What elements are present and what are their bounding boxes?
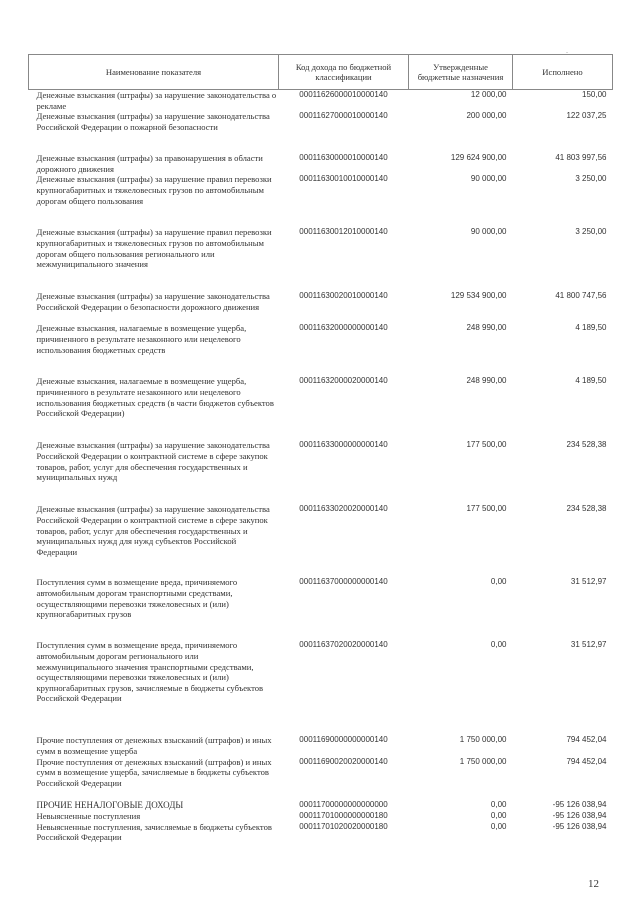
row-indicator-name: Денежные взыскания (штрафы) за нарушение правил перевозки крупногабаритных и тяжеловесных грузов по автомобильным дорогам общего пользования регионального или межмуниципального значения bbox=[36, 227, 272, 270]
row-executed-amount: 234 528,38 bbox=[566, 504, 607, 514]
table-row bbox=[29, 174, 613, 227]
table-row bbox=[29, 822, 613, 843]
row-income-code: 00011630020010000140 bbox=[299, 291, 388, 301]
row-income-code: 00011627000010000140 bbox=[299, 111, 388, 121]
table-row bbox=[29, 577, 613, 640]
row-income-code: 00011690000000000140 bbox=[299, 735, 388, 745]
table-row bbox=[29, 323, 613, 376]
row-executed-amount: 794 452,04 bbox=[566, 756, 607, 766]
row-income-code: 00011630000010000140 bbox=[299, 153, 388, 163]
row-executed-amount: 794 452,04 bbox=[566, 735, 607, 745]
table-row bbox=[29, 291, 613, 323]
row-executed-amount: 3 250,00 bbox=[575, 174, 607, 184]
row-approved-amount: 248 990,00 bbox=[466, 376, 507, 386]
row-income-code: 00011700000000000000 bbox=[299, 799, 388, 809]
table-row bbox=[29, 90, 613, 112]
row-approved-amount: 1 750 000,00 bbox=[459, 756, 507, 766]
row-executed-amount: -95 126 038,94 bbox=[552, 810, 607, 820]
row-executed-amount: 150,00 bbox=[582, 90, 607, 99]
page-number: 12 bbox=[588, 878, 599, 890]
row-approved-amount: 90 000,00 bbox=[470, 174, 507, 184]
row-executed-amount: 41 803 997,56 bbox=[555, 153, 607, 163]
row-executed-amount: 31 512,97 bbox=[570, 577, 607, 587]
row-income-code: 00011630010010000140 bbox=[299, 174, 388, 184]
header-approved-budget: Утвержденные бюджетные назначения bbox=[409, 55, 513, 90]
row-indicator-name: Денежные взыскания (штрафы) за нарушение законодательства Российской Федерации о безопасности дорожного движения bbox=[36, 291, 270, 312]
row-approved-amount: 90 000,00 bbox=[470, 227, 507, 237]
row-indicator-name: ПРОЧИЕ НЕНАЛОГОВЫЕ ДОХОДЫ bbox=[36, 799, 184, 810]
row-income-code: 00011701000000000180 bbox=[299, 810, 388, 820]
row-approved-amount: 1 750 000,00 bbox=[459, 735, 507, 745]
row-indicator-name: Денежные взыскания (штрафы) за нарушение законодательства Российской Федерации о контрактной системе в сфере закупок товаров, работ, услуг для обеспечения государственных и муниципальных нужд bbox=[36, 440, 270, 483]
row-income-code: 00011630012010000140 bbox=[299, 227, 388, 237]
row-income-code: 00011701020020000180 bbox=[299, 821, 388, 831]
row-executed-amount: 122 037,25 bbox=[566, 111, 607, 121]
row-executed-amount: 4 189,50 bbox=[575, 323, 607, 333]
table-row bbox=[29, 800, 613, 811]
row-indicator-name: Денежные взыскания (штрафы) за нарушение законодательства Российской Федерации о пожарной безопасности bbox=[36, 111, 270, 132]
row-executed-amount: -95 126 038,94 bbox=[552, 821, 607, 831]
row-indicator-name: Денежные взыскания, налагаемые в возмещение ущерба, причиненного в результате незаконного или нецелевого использования бюджетных средств bbox=[36, 323, 247, 355]
row-approved-amount: 177 500,00 bbox=[466, 504, 507, 514]
row-approved-amount: 12 000,00 bbox=[470, 90, 507, 99]
scan-mark: . bbox=[566, 46, 568, 55]
row-income-code: 00011633020020000140 bbox=[299, 504, 388, 514]
row-income-code: 00011632000020000140 bbox=[299, 376, 388, 386]
row-indicator-name: Невыясненные поступления, зачисляемые в бюджеты субъектов Российской Федерации bbox=[36, 821, 272, 843]
row-income-code: 00011637000000000140 bbox=[299, 577, 388, 587]
row-approved-amount: 129 624 900,00 bbox=[450, 153, 507, 163]
row-income-code: 00011632000000000140 bbox=[299, 323, 388, 333]
row-approved-amount: 0,00 bbox=[490, 810, 507, 820]
row-executed-amount: 234 528,38 bbox=[566, 440, 607, 450]
table-row bbox=[29, 811, 613, 822]
row-approved-amount: 0,00 bbox=[490, 821, 507, 831]
table-row bbox=[29, 640, 613, 735]
table-row bbox=[29, 153, 613, 174]
row-executed-amount: 41 800 747,56 bbox=[555, 291, 607, 301]
header-indicator-name: Наименование показателя bbox=[29, 55, 279, 90]
row-indicator-name: Поступления сумм в возмещение вреда, причиняемого автомобильным дорогам транспортными средствами, осуществляющими перевозки тяжеловесных и (или) крупногабаритных грузов bbox=[36, 577, 238, 620]
row-indicator-name: Прочие поступления от денежных взысканий (штрафов) и иных сумм в возмещение ущерба bbox=[36, 735, 272, 756]
row-indicator-name: Денежные взыскания (штрафы) за правонарушения в области дорожного движения bbox=[36, 153, 263, 174]
row-approved-amount: 0,00 bbox=[490, 799, 507, 809]
row-indicator-name: Поступления сумм в возмещение вреда, причиняемого автомобильным дорогам регионального или межмуниципального значения транспортными средствами, осуществляющими перевозки тяжеловесных и (или) крупногабаритных грузов, зачисляемые в бюджеты субъектов Российской Федерации bbox=[36, 640, 264, 704]
row-approved-amount: 0,00 bbox=[490, 640, 507, 650]
row-approved-amount: 129 534 900,00 bbox=[450, 291, 507, 301]
row-indicator-name: Денежные взыскания (штрафы) за нарушение законодательства Российской Федерации о контрактной системе в сфере закупок товаров, работ, услуг для обеспечения государственных и муниципальных нужд для нужд субъектов Российской Федерации bbox=[36, 504, 270, 557]
table-row bbox=[29, 504, 613, 577]
row-indicator-name: Невыясненные поступления bbox=[36, 810, 141, 821]
row-approved-amount: 0,00 bbox=[490, 577, 507, 587]
row-income-code: 00011633000000000140 bbox=[299, 440, 388, 450]
row-indicator-name: Денежные взыскания, налагаемые в возмещение ущерба, причиненного в результате незаконного или нецелевого использования бюджетных средств (в части бюджетов субъектов Российской Федерации) bbox=[36, 376, 274, 419]
row-approved-amount: 177 500,00 bbox=[466, 440, 507, 450]
revenue-table bbox=[28, 54, 613, 843]
table-row bbox=[29, 376, 613, 440]
row-executed-amount: 4 189,50 bbox=[575, 376, 607, 386]
row-income-code: 00011637020020000140 bbox=[299, 640, 388, 650]
table-header bbox=[29, 55, 613, 90]
table-row bbox=[29, 111, 613, 153]
table-row bbox=[29, 227, 613, 291]
header-income-code: Код дохода по бюджетной классификации bbox=[279, 55, 409, 90]
table-row bbox=[29, 735, 613, 756]
row-indicator-name: Денежные взыскания (штрафы) за нарушение законодательства о рекламе bbox=[36, 90, 277, 111]
row-indicator-name: Прочие поступления от денежных взысканий (штрафов) и иных сумм в возмещение ущерба, зачисляемые в бюджеты субъектов Российской Федерации bbox=[36, 756, 272, 788]
row-executed-amount: 3 250,00 bbox=[575, 227, 607, 237]
row-income-code: 00011690020020000140 bbox=[299, 756, 388, 766]
table-row bbox=[29, 440, 613, 504]
row-executed-amount: 31 512,97 bbox=[570, 640, 607, 650]
row-approved-amount: 200 000,00 bbox=[466, 111, 507, 121]
table-body bbox=[29, 90, 613, 843]
row-indicator-name: Денежные взыскания (штрафы) за нарушение правил перевозки крупногабаритных и тяжеловесных грузов по автомобильным дорогам общего пользования bbox=[36, 174, 272, 206]
row-approved-amount: 248 990,00 bbox=[466, 323, 507, 333]
table-row bbox=[29, 757, 613, 800]
row-executed-amount: -95 126 038,94 bbox=[552, 799, 607, 809]
row-income-code: 00011626000010000140 bbox=[299, 90, 388, 99]
header-executed: Исполнено bbox=[513, 55, 613, 90]
